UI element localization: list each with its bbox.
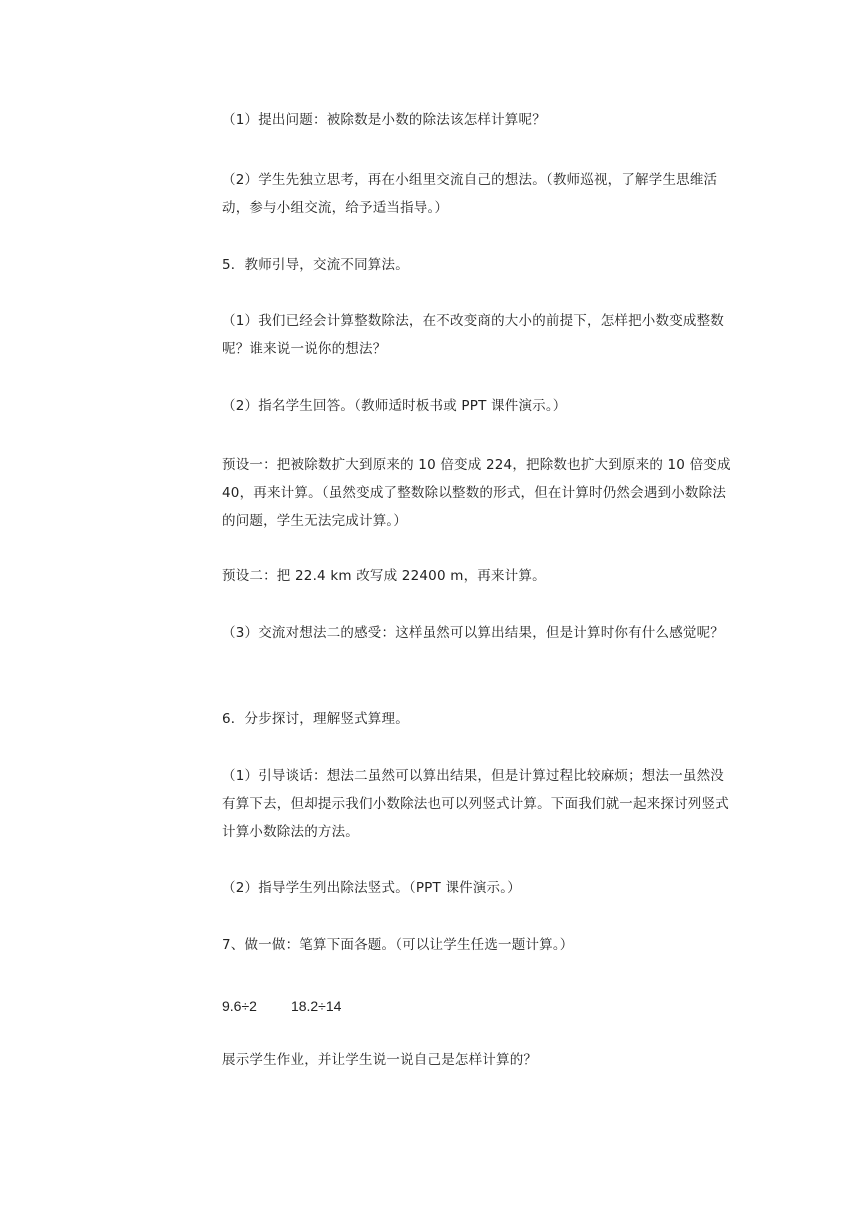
paragraph-student-answer: （2）指名学生回答。（教师适时板书或 PPT 课件演示。） xyxy=(222,398,567,414)
paragraph-question: （1）提出问题：被除数是小数的除法该怎样计算呢？ xyxy=(222,112,546,128)
section-heading-6: 6．分步探讨，理解竖式算理。 xyxy=(222,711,409,727)
paragraph-closing: 展示学生作业，并让学生说一说自己是怎样计算的？ xyxy=(222,1052,538,1068)
section-heading-7: 7、做一做：笔算下面各题。（可以让学生任选一题计算。） xyxy=(222,937,574,953)
section-heading-5: 5．教师引导，交流不同算法。 xyxy=(222,257,409,273)
paragraph-preset-two: 预设二：把 22.4 km 改写成 22400 m，再来计算。 xyxy=(222,568,546,584)
paragraph-integer-division: （1）我们已经会计算整数除法，在不改变商的大小的前提下，怎样把小数变成整数呢？谁来说一说你的想法？ xyxy=(222,313,724,357)
paragraph-vertical-form: （2）指导学生列出除法竖式。（PPT 课件演示。） xyxy=(222,880,521,896)
exercise-item: 18.2÷14 xyxy=(290,998,342,1014)
paragraph-feeling: （3）交流对想法二的感受：这样虽然可以算出结果，但是计算时你有什么感觉呢？ xyxy=(222,625,724,641)
paragraph-preset-one: 预设一：把被除数扩大到原来的 10 倍变成 224，把除数也扩大到原来的 10 倍变成 40，再来计算。（虽然变成了整数除以整数的形式，但在计算时仍然会遇到小数除法的问题，学生无法完成计算。） xyxy=(222,457,731,529)
paragraph-guided-talk: （1）引导谈话：想法二虽然可以算出结果，但是计算过程比较麻烦；想法一虽然没有算下去，但却提示我们小数除法也可以列竖式计算。下面我们就一起来探讨列竖式计算小数除法的方法。 xyxy=(222,768,729,840)
exercise-item: 9.6÷2 xyxy=(222,998,257,1014)
exercise-row xyxy=(222,992,341,1020)
paragraph-think-discuss: （2）学生先独立思考，再在小组里交流自己的想法。（教师巡视，了解学生思维活动，参与小组交流，给予适当指导。） xyxy=(222,172,718,216)
